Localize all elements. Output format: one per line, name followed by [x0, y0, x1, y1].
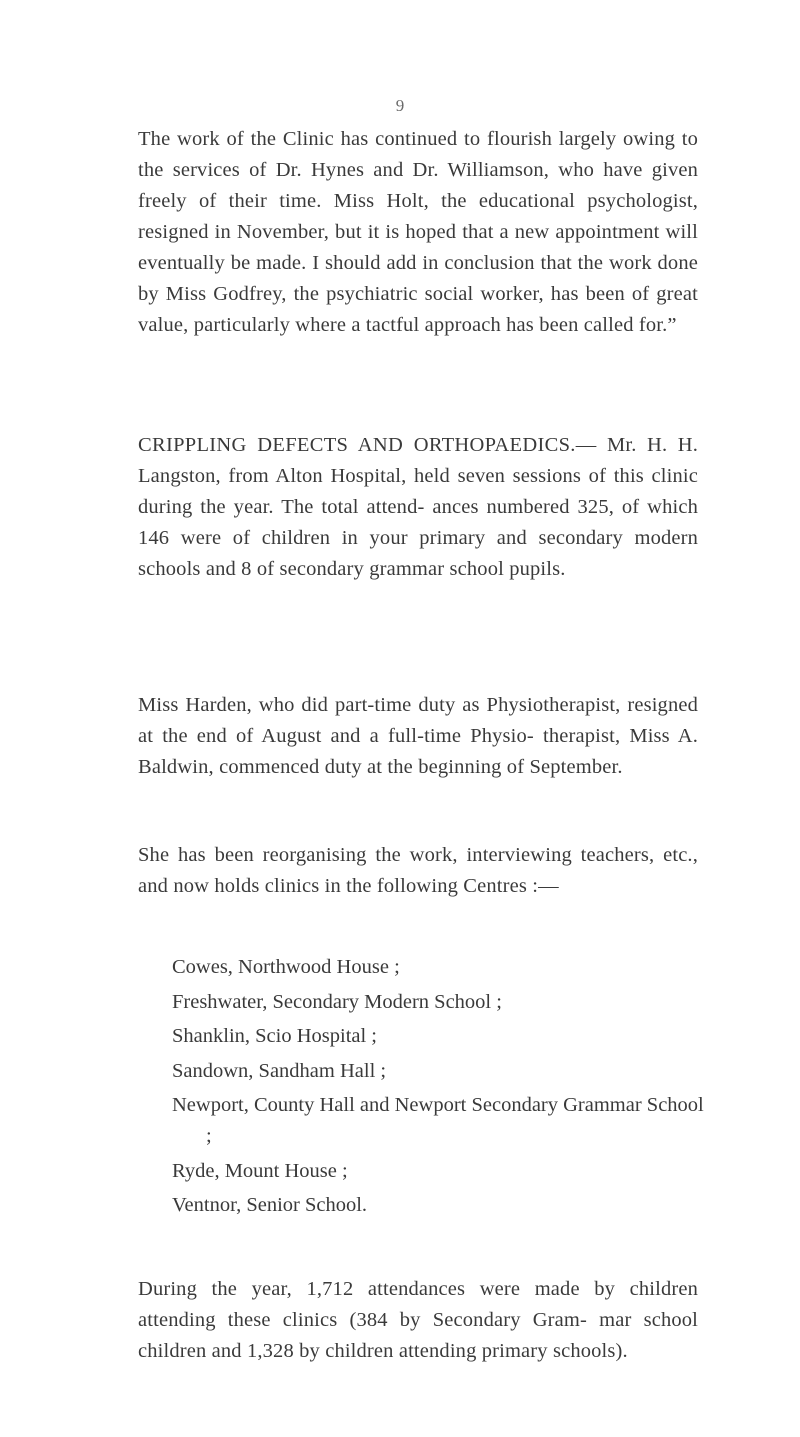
- list-item: Shanklin, Scio Hospital ;: [172, 1025, 377, 1047]
- paragraph-orthopaedics: [138, 430, 698, 585]
- page-number: 9: [395, 96, 405, 115]
- list-item: Freshwater, Secondary Modern School ;: [172, 990, 502, 1013]
- paragraph-reorganising-text: She has been reorganising the work, interviewing teachers, etc., and now holds clinics in the following Centres :—: [138, 844, 698, 897]
- paragraph-attendances: [138, 1274, 698, 1367]
- paragraph-clinic: [138, 124, 698, 341]
- list-item: Cowes, Northwood House ;: [172, 956, 400, 978]
- list-item: Ryde, Mount House ;: [172, 1159, 348, 1182]
- list-item: Newport, County Hall and Newport Secondary Grammar School ;: [172, 1094, 704, 1147]
- centres-list: [172, 952, 712, 1225]
- paragraph-attendances-text: During the year, 1,712 attendances were made by children attending these clinics (384 by Secondary Gram- mar school children and 1,328 by children attending primary schools).: [138, 1278, 698, 1362]
- section-heading-orthopaedics: CRIPPLING DEFECTS AND ORTHOPAEDICS.—: [138, 434, 597, 456]
- paragraph-orthopaedics-text: [138, 430, 698, 585]
- paragraph-physiotherapist: [138, 690, 698, 783]
- list-item: Sandown, Sandham Hall ;: [172, 1059, 387, 1082]
- paragraph-reorganising: [138, 840, 698, 902]
- paragraph-physiotherapist-text: Miss Harden, who did part-time duty as Physiotherapist, resigned at the end of August and a full-time Physio- therapist, Miss A. Baldwin, commenced duty at the beginning of September.: [138, 694, 698, 778]
- list-item: Ventnor, Senior School.: [172, 1194, 368, 1216]
- paragraph-orthopaedics-body: Mr. H. H. Langston, from Alton Hospital, held seven sessions of this clinic during the year. The total attend- ances numbered 325, of which 146 were of children in your primary and secondary modern schools and 8 of secondary grammar school pupils.: [138, 434, 698, 580]
- paragraph-clinic-text: The work of the Clinic has continued to flourish largely owing to the services of Dr. Hynes and Dr. Williamson, who have given freely of their time. Miss Holt, the educational psychologist, resigned in November, but it is hoped that a new appointment will eventually be made. I should add in conclusion that the work done by Miss Godfrey, the psychiatric social worker, has been of great value, particularly where a tactful approach has been called for.”: [138, 128, 698, 336]
